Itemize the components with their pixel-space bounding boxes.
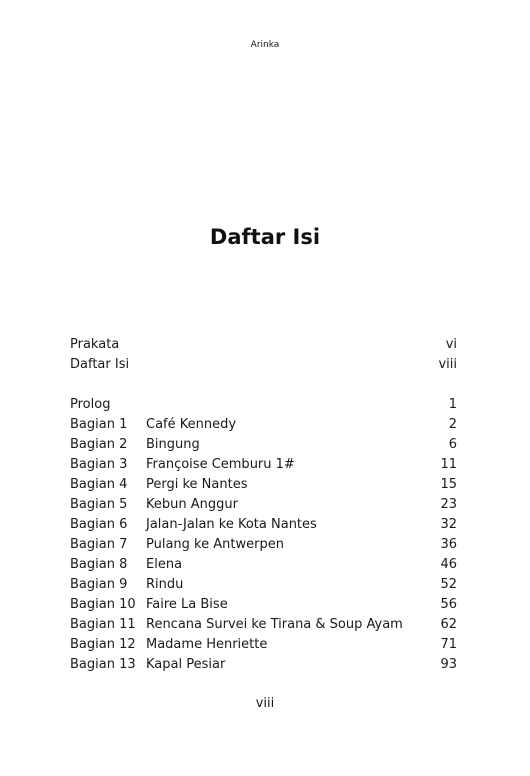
toc-title: Kapal Pesiar xyxy=(146,657,226,672)
toc-title: Rindu xyxy=(146,577,184,592)
toc-page-number: 62 xyxy=(440,617,457,632)
running-head: Arinka xyxy=(250,40,280,50)
toc-label: Daftar Isi xyxy=(70,357,130,372)
toc-page-number: 93 xyxy=(440,657,457,672)
toc-row xyxy=(70,515,457,535)
toc-label: Bagian 10 xyxy=(70,597,136,612)
toc-title: Madame Henriette xyxy=(146,637,268,652)
toc-label: Bagian 13 xyxy=(70,657,136,672)
toc-label: Bagian 6 xyxy=(70,517,128,532)
toc-title: Pulang ke Antwerpen xyxy=(146,537,284,552)
toc-row xyxy=(70,595,457,615)
toc-label: Prakata xyxy=(70,337,120,352)
toc-row xyxy=(70,555,457,575)
toc-page-number: 71 xyxy=(440,637,457,652)
toc-front-matter xyxy=(70,335,457,375)
toc-label: Bagian 8 xyxy=(70,557,128,572)
toc-page-number: 1 xyxy=(448,397,457,412)
toc-label: Prolog xyxy=(70,397,111,412)
toc-page-number: 6 xyxy=(448,437,457,452)
toc-label: Bagian 2 xyxy=(70,437,128,452)
toc-row xyxy=(70,535,457,555)
toc-row xyxy=(70,655,457,675)
toc-row xyxy=(70,575,457,595)
toc-page-number: vi xyxy=(445,337,457,352)
toc-label: Bagian 11 xyxy=(70,617,136,632)
toc-row xyxy=(70,415,457,435)
toc-row xyxy=(70,635,457,655)
toc-title: Café Kennedy xyxy=(146,417,237,432)
toc-label: Bagian 5 xyxy=(70,497,128,512)
toc-row xyxy=(70,355,457,375)
page-title: Daftar Isi xyxy=(209,225,321,249)
toc-label: Bagian 12 xyxy=(70,637,136,652)
toc-title: Françoise Cemburu 1# xyxy=(146,457,295,472)
toc-page-number: 56 xyxy=(440,597,457,612)
toc-title: Faire La Bise xyxy=(146,597,228,612)
toc-page-number: 52 xyxy=(440,577,457,592)
toc-page-number: 11 xyxy=(440,457,457,472)
toc-page-number: 2 xyxy=(448,417,457,432)
toc-label: Bagian 1 xyxy=(70,417,128,432)
toc-page-number: 32 xyxy=(440,517,457,532)
toc-chapters xyxy=(70,395,457,675)
toc-page-number: 36 xyxy=(440,537,457,552)
toc-page-number: 15 xyxy=(440,477,457,492)
toc-title: Elena xyxy=(146,557,183,572)
toc-page-number: viii xyxy=(438,357,457,372)
toc-title: Bingung xyxy=(146,437,200,452)
toc-label: Bagian 7 xyxy=(70,537,128,552)
toc-label: Bagian 9 xyxy=(70,577,128,592)
toc-title: Rencana Survei ke Tirana & Soup Ayam xyxy=(146,617,403,632)
toc-title: Jalan-Jalan ke Kota Nantes xyxy=(146,517,317,532)
toc-page-number: 46 xyxy=(440,557,457,572)
toc-title: Kebun Anggur xyxy=(146,497,238,512)
toc-row xyxy=(70,435,457,455)
toc-row xyxy=(70,615,457,635)
toc-title: Pergi ke Nantes xyxy=(146,477,248,492)
toc-label: Bagian 3 xyxy=(70,457,128,472)
toc-row xyxy=(70,395,457,415)
toc-row xyxy=(70,335,457,355)
toc-row xyxy=(70,495,457,515)
toc-row xyxy=(70,455,457,475)
page-number-footer: viii xyxy=(255,696,275,711)
toc-label: Bagian 4 xyxy=(70,477,128,492)
toc-page-number: 23 xyxy=(440,497,457,512)
toc-row xyxy=(70,475,457,495)
